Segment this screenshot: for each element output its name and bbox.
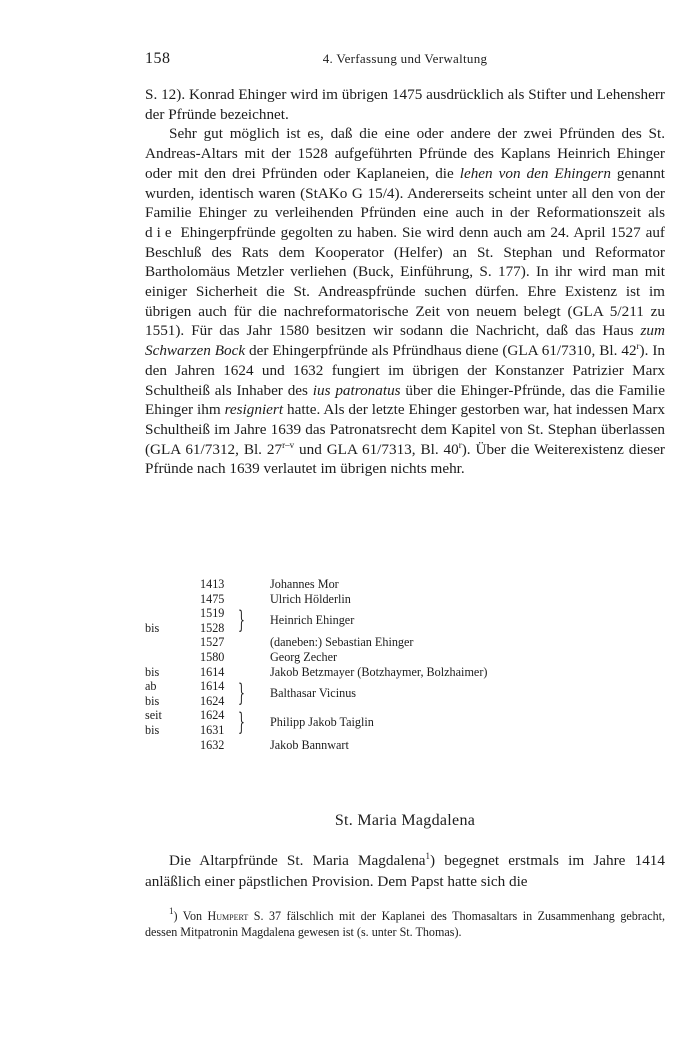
list-item xyxy=(145,650,665,665)
section-paragraph xyxy=(145,851,665,892)
list-item xyxy=(145,723,665,738)
list-name: Philipp Jakob Taiglin xyxy=(270,715,374,730)
text-run: ) Von xyxy=(173,909,208,923)
holders-list xyxy=(145,577,665,752)
list-group xyxy=(145,606,665,635)
italic-run: resigniert xyxy=(224,401,284,419)
list-year: 1519 xyxy=(200,606,225,621)
main-text xyxy=(145,85,665,479)
list-prefix: bis xyxy=(145,664,160,679)
page-number: 158 xyxy=(145,50,171,67)
footnote-marker: 1 xyxy=(169,906,174,916)
text-run: und GLA 61/7313, Bl. 40 xyxy=(294,440,459,458)
list-item xyxy=(145,665,665,680)
paragraph-2 xyxy=(145,124,665,479)
list-item xyxy=(145,606,665,621)
text-run: der Ehingerpfründe als Pfründhaus diene (GLA 61/7310, Bl. 42 xyxy=(245,342,637,360)
list-item xyxy=(145,694,665,709)
footnote-ref: 1 xyxy=(425,851,431,861)
list-name: Balthasar Vicinus xyxy=(270,686,357,701)
brace-icon: } xyxy=(238,708,245,737)
list-year: 1527 xyxy=(200,635,225,650)
list-year: 1528 xyxy=(200,620,225,635)
footnote xyxy=(145,908,665,940)
list-prefix: ab xyxy=(145,679,157,694)
text-run: Ehingerpfründe gegolten zu haben. Sie wird denn auch am 24. April 1527 auf Beschluß des Rats dem Kooperator (Helfer) an St. Stephan und Reformator Bartholomäus Metzler verliehen (Buck, Einführung, S. 177). In ihr wird man mit einiger Sicherheit die St. Andreaspfründe suchen dürfen. Ehre Existenz ist im übrigen auch für die nachreformatorische Zeit von neuem belegt (GLA 5/211 zu 1551). Für das Jahr 1580 besitzen wir sodann die Nachricht, daß das Haus xyxy=(145,223,665,340)
list-item xyxy=(145,577,665,592)
spaced-run: die xyxy=(145,223,176,241)
author-name: Humpert xyxy=(207,909,249,923)
superscript: r xyxy=(458,439,462,450)
text-run: über die Ehinger-Pfründe, das die Familie Ehinger ihm xyxy=(145,381,665,419)
list-name: Ulrich Hölderlin xyxy=(270,591,351,606)
italic-run: ius patronatus xyxy=(312,381,401,399)
superscript: r xyxy=(636,341,640,352)
list-prefix: bis xyxy=(145,693,160,708)
list-prefix: seit xyxy=(145,708,162,723)
list-year: 1624 xyxy=(200,693,225,708)
list-item xyxy=(145,679,665,694)
list-year: 1631 xyxy=(200,722,225,737)
page-header xyxy=(145,50,665,70)
list-name: Heinrich Ehinger xyxy=(270,613,355,628)
paragraph-1: S. 12). Konrad Ehinger wird im übrigen 1475 ausdrücklich als Stifter und Lehensherr der Pfründe bezeichnet. xyxy=(145,86,665,123)
text-run: ). In den Jahren 1624 und 1632 fungiert im übrigen der Konstanzer Patrizier Marx Schultheiß als Inhaber des xyxy=(145,342,665,399)
brace-icon: } xyxy=(238,679,245,708)
list-item xyxy=(145,635,665,650)
list-item xyxy=(145,708,665,723)
list-name: Johannes Mor xyxy=(270,577,339,591)
list-year: 1580 xyxy=(200,649,225,664)
list-item xyxy=(145,621,665,636)
brace-icon: } xyxy=(238,606,245,635)
list-year: 1475 xyxy=(200,591,225,606)
italic-run: zum Schwarzen Bock xyxy=(145,322,665,360)
text-run: genannt wurden, identisch waren (StAKo G 15/4). Andererseits scheint unter all den von der Familie Ehinger zu verleihenden Pfründen eine auch in der Reformationszeit als xyxy=(145,164,666,222)
italic-run: lehen von den Ehingern xyxy=(459,164,611,182)
list-name: Jakob Bannwart xyxy=(270,737,349,752)
section-heading: St. Maria Magdalena xyxy=(334,812,476,829)
list-group xyxy=(145,708,665,737)
list-name: (daneben:) Sebastian Ehinger xyxy=(270,635,414,650)
list-year: 1624 xyxy=(200,708,225,723)
list-item xyxy=(145,738,665,753)
text-run: hatte. Als der letzte Ehinger gestorben war, hat indessen Marx Schultheiß im Jahre 1639 das Patronatsrecht dem Kapitel von St. Stephan überlassen (GLA 61/7312, Bl. 27 xyxy=(145,401,665,458)
list-year: 1413 xyxy=(200,577,225,591)
list-group xyxy=(145,679,665,708)
text-run: S. 37 fälschlich mit der Kaplanei des Thomasaltars in Zusammenhang gebracht, dessen Mitpatronin Magdalena gewesen ist (s. unter St. Thomas). xyxy=(145,909,665,940)
list-name: Georg Zecher xyxy=(270,649,338,664)
list-year: 1632 xyxy=(200,737,225,752)
list-item xyxy=(145,592,665,607)
superscript: r–v xyxy=(282,439,295,450)
list-year: 1614 xyxy=(200,679,225,694)
list-name: Jakob Betzmayer (Botzhaymer, Bolzhaimer) xyxy=(270,664,488,679)
list-year: 1614 xyxy=(200,664,225,679)
running-title: 4. Verfassung und Verwaltung xyxy=(322,51,488,66)
list-prefix: bis xyxy=(145,620,160,635)
text-run: ) begegnet erstmals im Jahre 1414 anläßlich einer päpstlichen Provision. Dem Papst hatte sich die xyxy=(145,852,665,890)
list-prefix: bis xyxy=(145,722,160,737)
text-run: Sehr gut möglich ist es, daß die eine oder andere der zwei Pfründen des St. Andreas-Altars mit der 1528 aufgeführten Pfründe des Kaplans Heinrich Ehinger oder mit den drei Pfründen oder Kaplaneien, die xyxy=(145,125,665,182)
text-run: ). Über die Weiterexistenz dieser Pfründe nach 1639 verlautet im übrigen nichts mehr. xyxy=(145,440,665,478)
text-run: Die Altarpfründe St. Maria Magdalena xyxy=(169,852,426,869)
